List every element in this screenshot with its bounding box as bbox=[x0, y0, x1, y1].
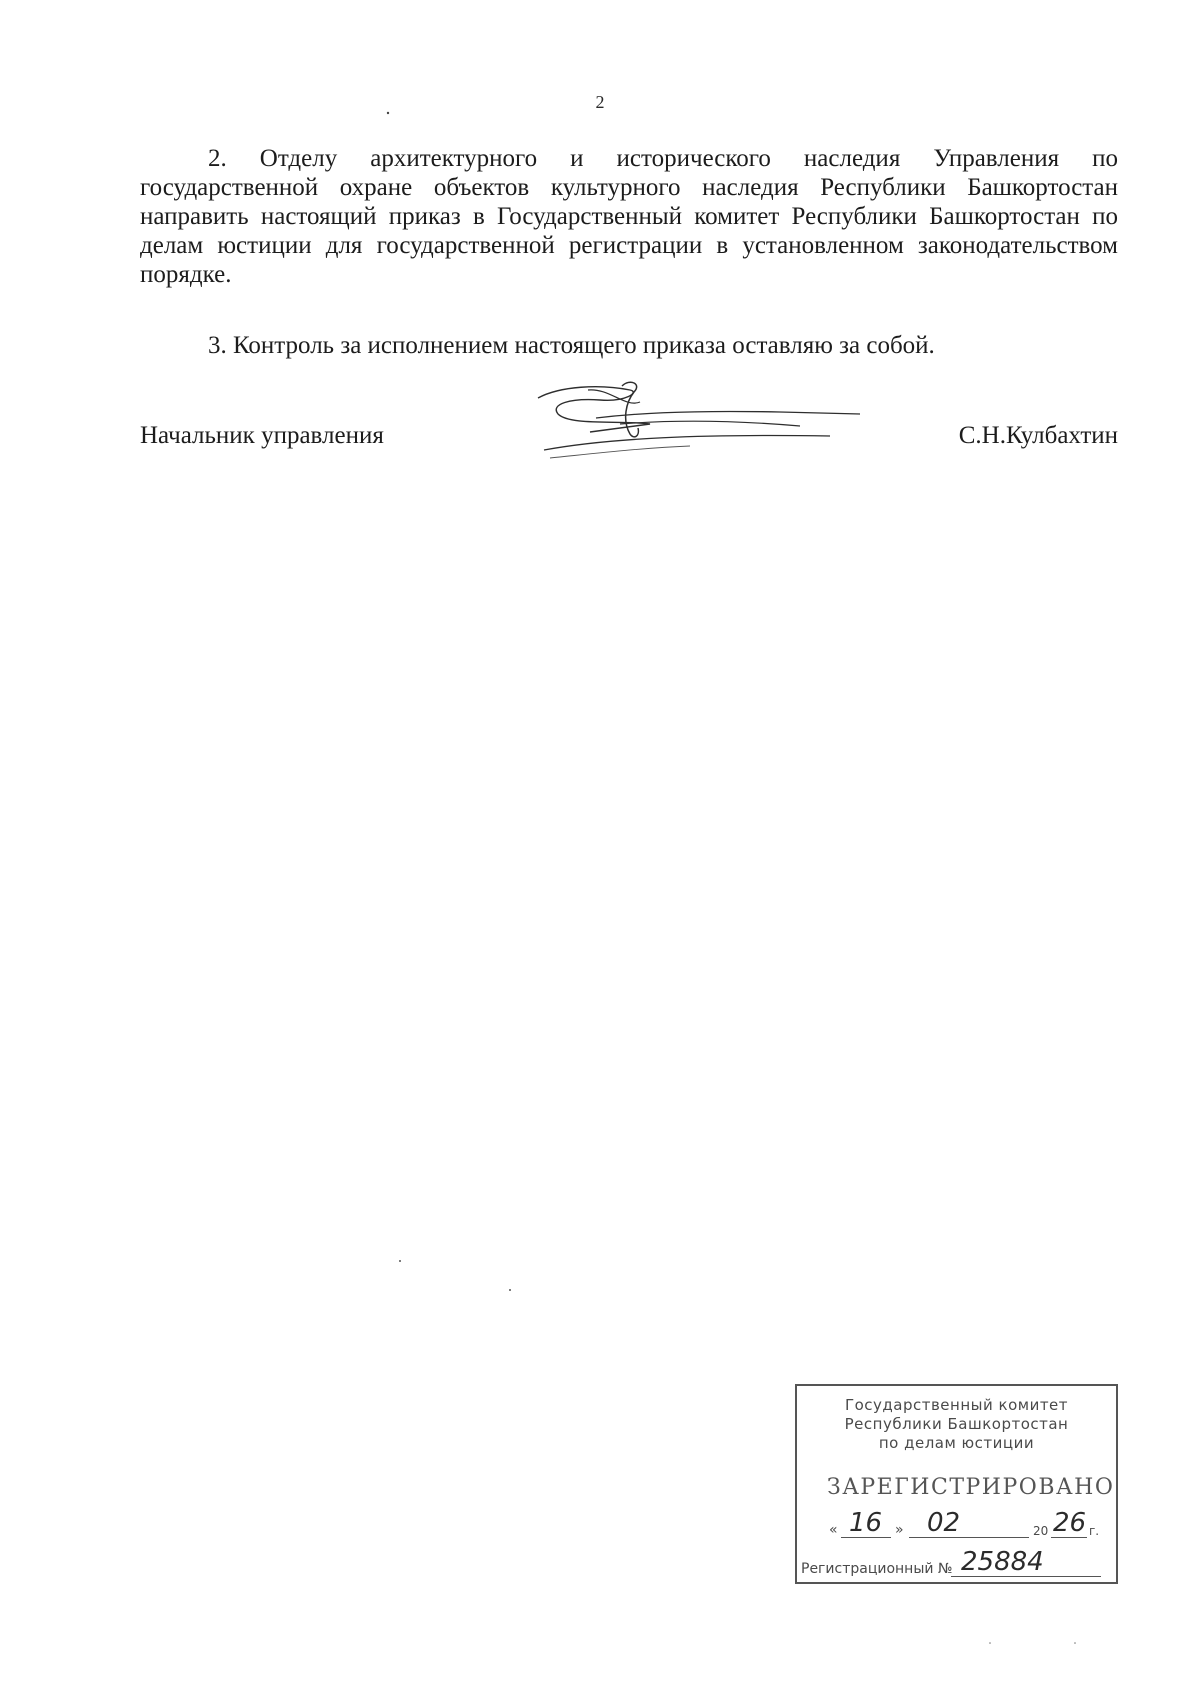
stamp-registration bbox=[801, 1547, 1111, 1581]
date-year-prefix: 20 bbox=[1033, 1524, 1049, 1538]
stamp-org-line-2: Республики Башкортостан bbox=[844, 1415, 1069, 1433]
stamp-org-line-3: по делам юстиции bbox=[878, 1434, 1035, 1452]
stamp-date bbox=[827, 1508, 1107, 1542]
date-year-abbr: г. bbox=[1089, 1524, 1100, 1538]
paragraph-3: 3. Контроль за исполнением настоящего приказа оставляю за собой. bbox=[208, 332, 935, 359]
date-month: 02 bbox=[927, 1508, 961, 1538]
stamp-status: ЗАРЕГИСТРИРОВАНО bbox=[827, 1475, 1115, 1500]
registration-stamp bbox=[795, 1384, 1118, 1584]
signatory-position: Начальник управления bbox=[140, 422, 384, 449]
page-number: 2 bbox=[595, 92, 605, 112]
handwritten-signature bbox=[530, 380, 890, 480]
reg-label: Регистрационный № bbox=[801, 1561, 953, 1577]
date-open-quote: « bbox=[829, 1522, 838, 1538]
paragraph-2: 2. Отделу архитектурного и исторического наследия Управления по государственной охране объектов культурного наследия Республики Башкортостан направить настоящий приказ в Государственный комитет Республики Башкортостан по делам юстиции для государственной регистрации в установленном законодательством порядке. bbox=[140, 145, 1118, 288]
date-close-quote: » bbox=[895, 1522, 904, 1538]
date-day: 16 bbox=[849, 1508, 883, 1538]
stamp-org-line-1: Государственный комитет bbox=[844, 1396, 1069, 1414]
signatory-name: С.Н.Кулбахтин bbox=[958, 422, 1118, 449]
reg-number: 25884 bbox=[961, 1547, 1044, 1577]
date-year-suffix: 26 bbox=[1053, 1508, 1087, 1538]
